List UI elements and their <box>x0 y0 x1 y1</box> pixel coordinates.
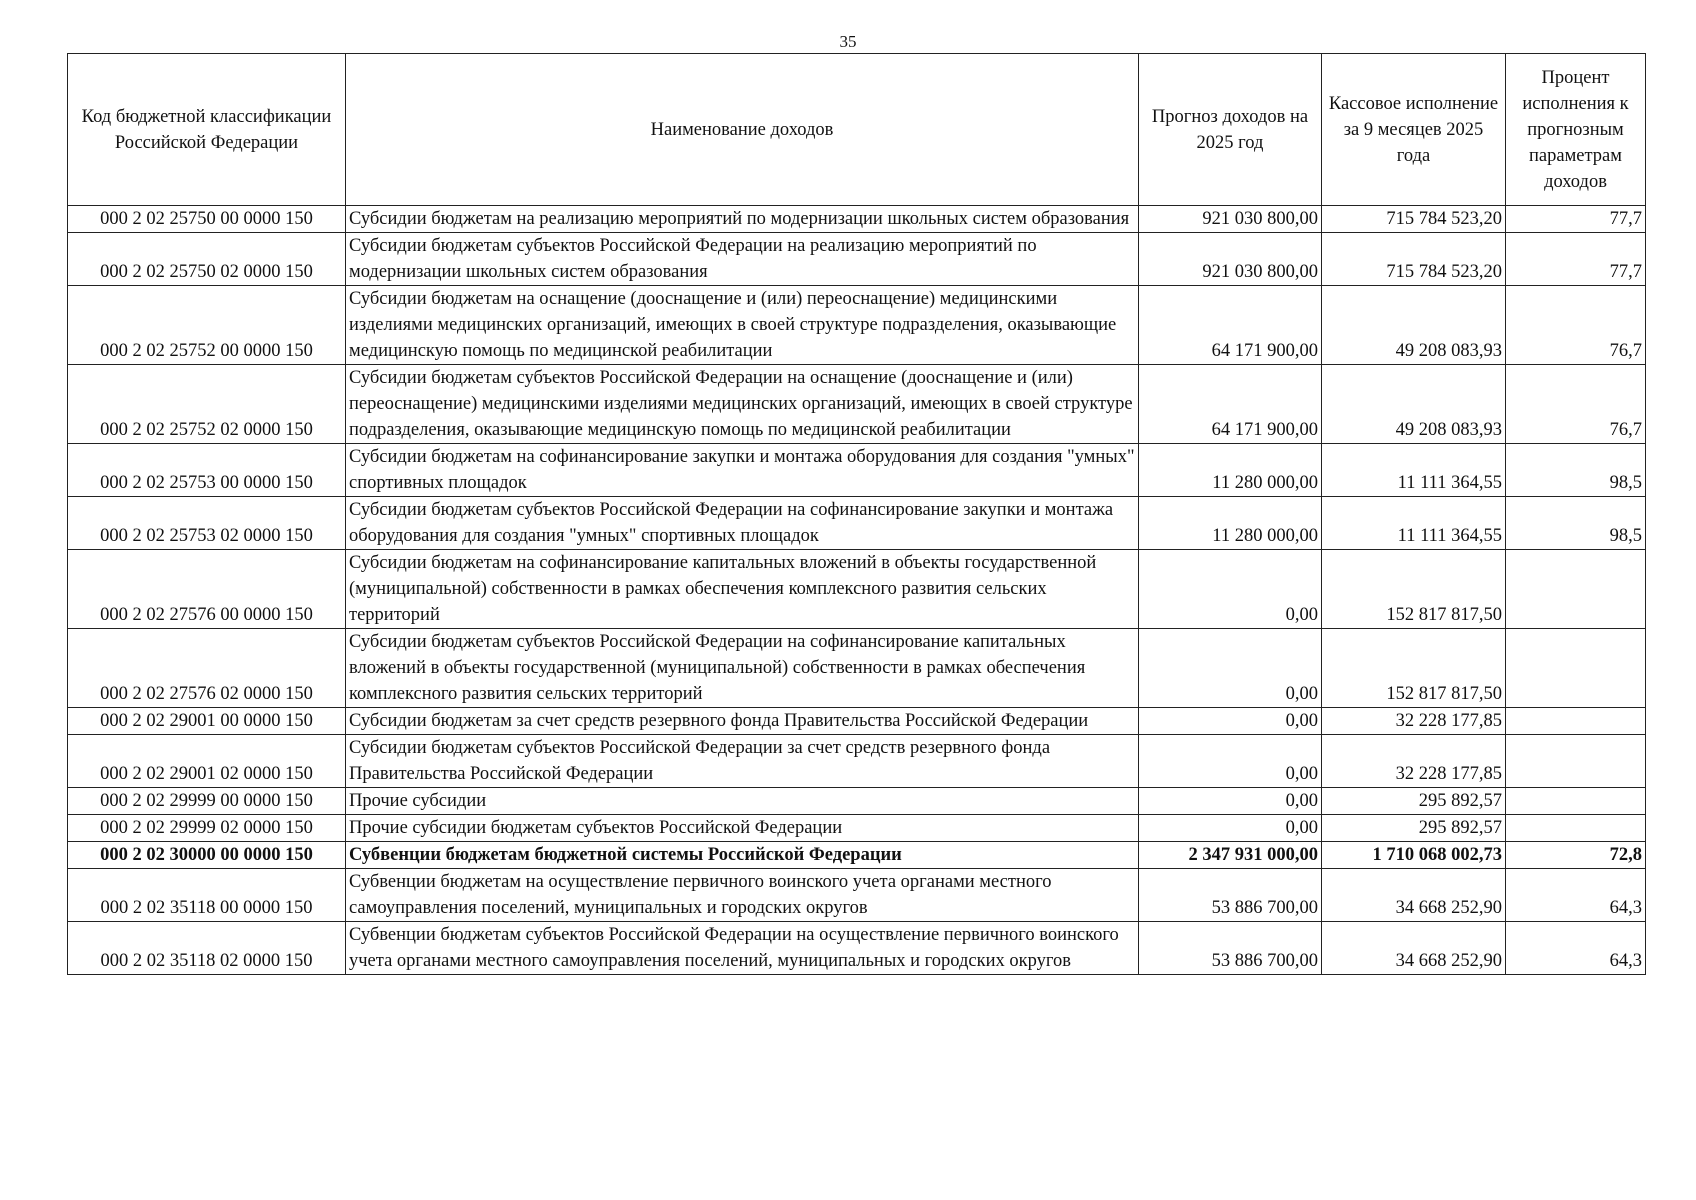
row-cash: 11 111 364,55 <box>1322 444 1506 497</box>
row-name: Субсидии бюджетам за счет средств резервного фонда Правительства Российской Федерации <box>346 708 1139 735</box>
table-row <box>68 497 1646 550</box>
row-forecast: 11 280 000,00 <box>1139 444 1322 497</box>
row-percent: 64,3 <box>1506 922 1646 975</box>
row-name: Субсидии бюджетам на софинансирование закупки и монтажа оборудования для создания "умных" спортивных площадок <box>346 444 1139 497</box>
row-name: Субвенции бюджетам на осуществление первичного воинского учета органами местного самоуправления поселений, муниципальных и городских округов <box>346 869 1139 922</box>
page-number: 35 <box>839 32 857 51</box>
table-row <box>68 842 1646 869</box>
row-forecast: 53 886 700,00 <box>1139 869 1322 922</box>
row-code: 000 2 02 25752 02 0000 150 <box>68 365 346 444</box>
row-code: 000 2 02 25753 02 0000 150 <box>68 497 346 550</box>
table-row <box>68 788 1646 815</box>
row-forecast: 11 280 000,00 <box>1139 497 1322 550</box>
row-name: Субсидии бюджетам субъектов Российской Федерации на софинансирование капитальных вложений в объекты государственной (муниципальной) собственности в рамках обеспечения комплексного развития сельских территорий <box>346 629 1139 708</box>
row-code: 000 2 02 25752 00 0000 150 <box>68 286 346 365</box>
row-code: 000 2 02 27576 02 0000 150 <box>68 629 346 708</box>
row-code: 000 2 02 27576 00 0000 150 <box>68 550 346 629</box>
table-row <box>68 444 1646 497</box>
row-percent: 76,7 <box>1506 365 1646 444</box>
income-table <box>67 53 1646 975</box>
row-name: Прочие субсидии бюджетам субъектов Российской Федерации <box>346 815 1139 842</box>
row-cash: 49 208 083,93 <box>1322 365 1506 444</box>
row-percent <box>1506 708 1646 735</box>
header-code: Код бюджетной классификации Российской Федерации <box>68 54 346 206</box>
row-code: 000 2 02 29001 02 0000 150 <box>68 735 346 788</box>
row-forecast: 64 171 900,00 <box>1139 365 1322 444</box>
row-cash: 32 228 177,85 <box>1322 735 1506 788</box>
table-row <box>68 815 1646 842</box>
table-row <box>68 206 1646 233</box>
row-code: 000 2 02 25750 00 0000 150 <box>68 206 346 233</box>
table-row <box>68 233 1646 286</box>
row-cash: 1 710 068 002,73 <box>1322 842 1506 869</box>
row-name: Субсидии бюджетам субъектов Российской Федерации на оснащение (дооснащение и (или) переоснащение) медицинскими изделиями медицинских организаций, имеющих в своей структуре подразделения, оказывающие медицинскую помощь по медицинской реабилитации <box>346 365 1139 444</box>
row-cash: 11 111 364,55 <box>1322 497 1506 550</box>
row-code: 000 2 02 29999 00 0000 150 <box>68 788 346 815</box>
row-code: 000 2 02 29001 00 0000 150 <box>68 708 346 735</box>
row-name: Субсидии бюджетам субъектов Российской Федерации за счет средств резервного фонда Правительства Российской Федерации <box>346 735 1139 788</box>
table-row <box>68 629 1646 708</box>
table-row <box>68 922 1646 975</box>
row-cash: 32 228 177,85 <box>1322 708 1506 735</box>
table-row <box>68 286 1646 365</box>
row-code: 000 2 02 29999 02 0000 150 <box>68 815 346 842</box>
header-name: Наименование доходов <box>346 54 1139 206</box>
row-percent: 98,5 <box>1506 444 1646 497</box>
row-forecast: 0,00 <box>1139 550 1322 629</box>
row-name: Прочие субсидии <box>346 788 1139 815</box>
row-code: 000 2 02 35118 00 0000 150 <box>68 869 346 922</box>
row-cash: 152 817 817,50 <box>1322 550 1506 629</box>
table-body <box>68 206 1646 975</box>
row-cash: 34 668 252,90 <box>1322 922 1506 975</box>
row-code: 000 2 02 35118 02 0000 150 <box>68 922 346 975</box>
row-percent: 77,7 <box>1506 206 1646 233</box>
row-code: 000 2 02 25753 00 0000 150 <box>68 444 346 497</box>
row-cash: 295 892,57 <box>1322 815 1506 842</box>
row-percent <box>1506 788 1646 815</box>
row-percent: 98,5 <box>1506 497 1646 550</box>
row-forecast: 0,00 <box>1139 788 1322 815</box>
row-name: Субвенции бюджетам бюджетной системы Российской Федерации <box>346 842 1139 869</box>
row-forecast: 64 171 900,00 <box>1139 286 1322 365</box>
row-forecast: 0,00 <box>1139 815 1322 842</box>
row-cash: 34 668 252,90 <box>1322 869 1506 922</box>
table-row <box>68 550 1646 629</box>
row-cash: 49 208 083,93 <box>1322 286 1506 365</box>
row-forecast: 0,00 <box>1139 735 1322 788</box>
row-code: 000 2 02 30000 00 0000 150 <box>68 842 346 869</box>
row-forecast: 2 347 931 000,00 <box>1139 842 1322 869</box>
table-row <box>68 708 1646 735</box>
row-percent: 76,7 <box>1506 286 1646 365</box>
row-percent <box>1506 735 1646 788</box>
row-percent: 77,7 <box>1506 233 1646 286</box>
row-percent <box>1506 815 1646 842</box>
row-percent: 64,3 <box>1506 869 1646 922</box>
header-percent: Процент исполнения к прогнозным параметрам доходов <box>1506 54 1646 206</box>
row-name: Субсидии бюджетам на реализацию мероприятий по модернизации школьных систем образования <box>346 206 1139 233</box>
row-forecast: 53 886 700,00 <box>1139 922 1322 975</box>
row-name: Субвенции бюджетам субъектов Российской Федерации на осуществление первичного воинского учета органами местного самоуправления поселений, муниципальных и городских округов <box>346 922 1139 975</box>
table-row <box>68 869 1646 922</box>
row-forecast: 0,00 <box>1139 629 1322 708</box>
row-cash: 295 892,57 <box>1322 788 1506 815</box>
row-percent <box>1506 629 1646 708</box>
header-cash: Кассовое исполнение за 9 месяцев 2025 года <box>1322 54 1506 206</box>
row-name: Субсидии бюджетам на софинансирование капитальных вложений в объекты государственной (муниципальной) собственности в рамках обеспечения комплексного развития сельских территорий <box>346 550 1139 629</box>
row-forecast: 0,00 <box>1139 708 1322 735</box>
row-cash: 152 817 817,50 <box>1322 629 1506 708</box>
row-name: Субсидии бюджетам субъектов Российской Федерации на реализацию мероприятий по модернизации школьных систем образования <box>346 233 1139 286</box>
row-forecast: 921 030 800,00 <box>1139 206 1322 233</box>
row-name: Субсидии бюджетам на оснащение (дооснащение и (или) переоснащение) медицинскими изделиями медицинских организаций, имеющих в своей структуре подразделения, оказывающие медицинскую помощь по медицинской реабилитации <box>346 286 1139 365</box>
row-percent: 72,8 <box>1506 842 1646 869</box>
table-header <box>68 54 1646 206</box>
row-cash: 715 784 523,20 <box>1322 206 1506 233</box>
row-name: Субсидии бюджетам субъектов Российской Федерации на софинансирование закупки и монтажа оборудования для создания "умных" спортивных площадок <box>346 497 1139 550</box>
table-row <box>68 365 1646 444</box>
row-percent <box>1506 550 1646 629</box>
row-forecast: 921 030 800,00 <box>1139 233 1322 286</box>
table-row <box>68 735 1646 788</box>
row-code: 000 2 02 25750 02 0000 150 <box>68 233 346 286</box>
header-forecast: Прогноз доходов на 2025 год <box>1139 54 1322 206</box>
row-cash: 715 784 523,20 <box>1322 233 1506 286</box>
